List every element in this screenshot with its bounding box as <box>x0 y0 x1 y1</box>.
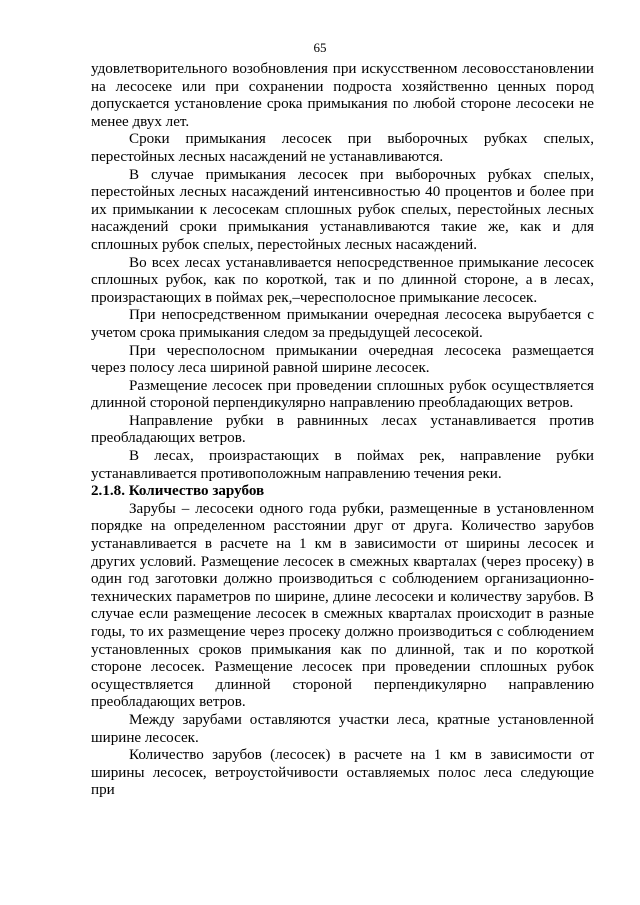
paragraph: В лесах, произрастающих в поймах рек, направление рубки устанавливается противоположным направлению течения реки. <box>91 448 594 482</box>
paragraph: При непосредственном примыкании очередная лесосека вырубается с учетом срока примыкания следом за предыдущей лесосекой. <box>91 307 594 341</box>
paragraph: Сроки примыкания лесосек при выборочных рубках спелых, перестойных лесных насаждений не устанавливаются. <box>91 131 594 165</box>
paragraph: Зарубы – лесосеки одного года рубки, размещенные в установленном порядке на определенном расстоянии друг от друга. Количество зарубов устанавливается в расчете на 1 км в зависимости от ширины лесосек и других условий. Размещение лесосек в смежных кварталах (через просеку) в один год заготовки должно производиться с соблюдением организационно-технических параметров по ширине, длине лесосеки и количеству зарубов. В случае если размещение лесосек в смежных кварталах происходит в разные годы, то их размещение через просеку должно производиться с соблюдением установленных сроков примыкания как по длинной, так и по короткой стороне лесосек. Размещение лесосек при проведении сплошных рубок осуществляется длинной стороной перпендикулярно направлению преобладающих ветров. <box>91 500 594 711</box>
section-heading: 2.1.8. Количество зарубов <box>91 483 265 500</box>
paragraph: Размещение лесосек при проведении сплошных рубок осуществляется длинной стороной перпендикулярно направлению преобладающих ветров. <box>91 377 594 412</box>
paragraph: Направление рубки в равнинных лесах устанавливается против преобладающих ветров. <box>91 412 594 447</box>
paragraph: При чересполосном примыкании очередная лесосека размещается через полосу леса шириной равной ширине лесосек. <box>91 342 594 377</box>
paragraph: Между зарубами оставляются участки леса, кратные установленной ширине лесосек. <box>91 711 594 746</box>
page-number: 65 <box>313 40 327 55</box>
paragraph: В случае примыкания лесосек при выборочных рубках спелых, перестойных лесных насаждений интенсивностью 40 процентов и более при их примыкании к лесосекам сплошных рубок спелых, перестойных лесных насаждений сроки примыкания устанавливаются такие же, как и для сплошных рубок спелых, перестойных лесных насаждений. <box>91 166 594 253</box>
document-body <box>91 61 594 800</box>
paragraph: удовлетворительного возобновления при искусственном лесовосстановлении на лесосеке или при сохранении подроста хозяйственно ценных пород допускается установление срока примыкания по любой стороне лесосеки не менее двух лет. <box>91 61 594 130</box>
paragraph: Количество зарубов (лесосек) в расчете на 1 км в зависимости от ширины лесосек, ветроустойчивости оставляемых полос леса следующие при <box>91 747 594 799</box>
paragraph: Во всех лесах устанавливается непосредственное примыкание лесосек сплошных рубок, как по короткой, так и по длинной стороне, а в лесах, произрастающих в поймах рек,–чересполосное примыкание лесосек. <box>91 254 594 306</box>
